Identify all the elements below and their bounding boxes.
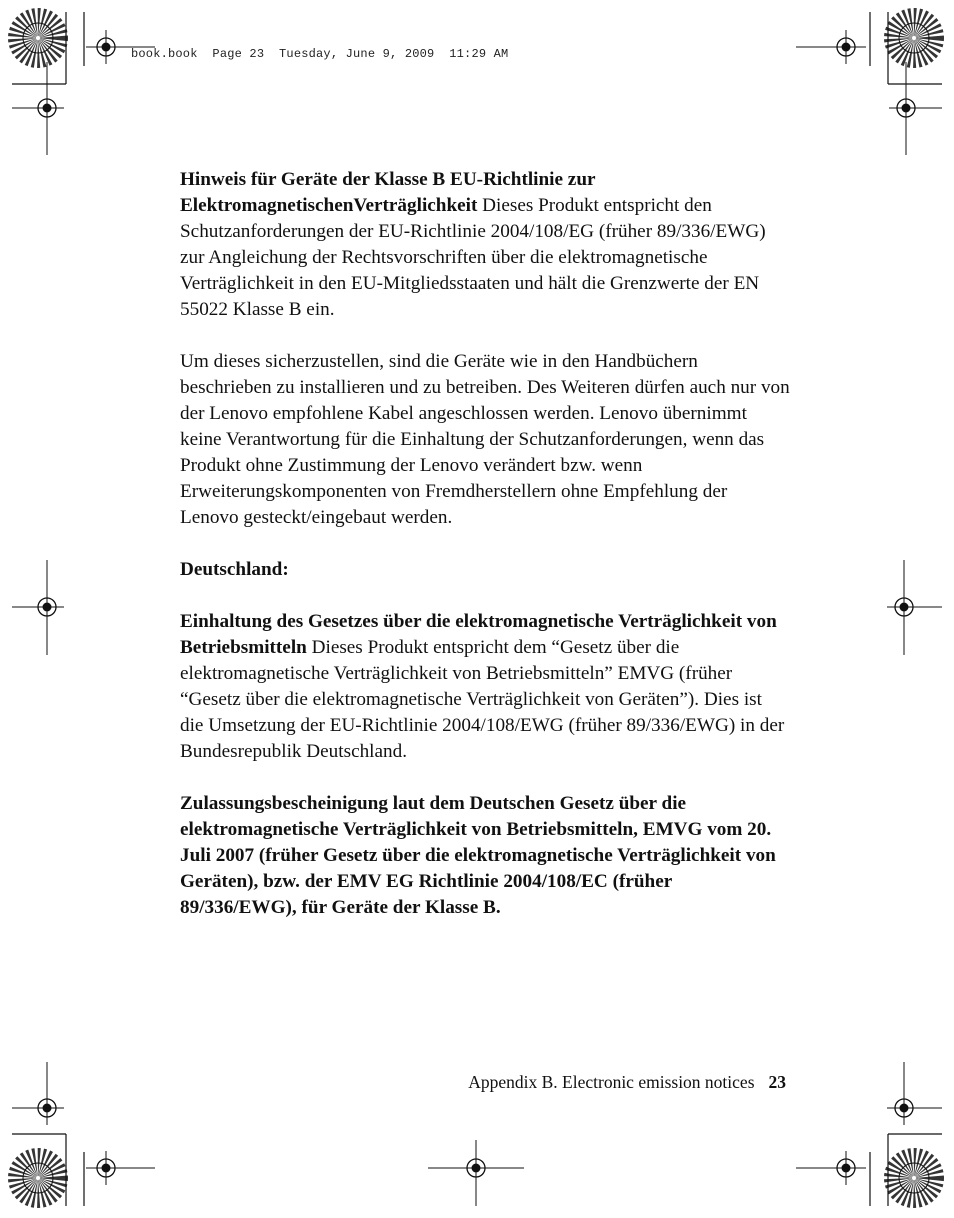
page-footer [380,1070,786,1094]
section-heading-germany [180,557,790,583]
paragraph-certificate [180,791,790,921]
paragraph-installation [180,349,790,531]
star-target-icon [23,23,53,53]
footer-section-title: Appendix B. Electronic emission notices [468,1072,755,1092]
paragraph-heading: Hinweis für Geräte der Klasse B EU-Richtlinie zur ElektromagnetischenVerträglichkeit [180,169,596,216]
star-target-icon [899,23,929,53]
star-target-icon [23,1163,53,1193]
print-info-header: book.book Page 23 Tuesday, June 9, 2009 11:29 AM [131,47,509,61]
paragraph-heading: Einhaltung des Gesetzes über die elektromagnetische Verträglichkeit von Betriebsmitteln [180,611,777,658]
page-body [180,167,790,947]
paragraph-text: Dieses Produkt entspricht dem “Gesetz über die elektromagnetische Verträglichkeit von Betriebsmitteln” EMVG (früher “Gesetz über die elektromagnetische Verträglichkeit von Geräten”). Dies ist die Umsetzung der EU-Richtlinie 2004/108/EWG (früher 89/336/EWG) in der Bundesrepublik Deutschland. [180,637,785,762]
paragraph-eu-directive [180,167,790,323]
paragraph-heading: Zulassungsbescheinigung laut dem Deutschen Gesetz über die elektromagnetische Verträglichkeit von Betriebsmitteln, EMVG vom 20. Juli 2007 (früher Gesetz über die elektromagnetische Verträglichkeit von Geräten), bzw. der EMV EG Richtlinie 2004/108/EC (früher 89/336/EWG), für Geräte der Klasse B. [180,793,776,918]
star-target-icon [899,1163,929,1193]
paragraph-text: Um dieses sicherzustellen, sind die Geräte wie in den Handbüchern beschrieben zu installieren und zu betreiben. Des Weiteren dürfen auch nur von der Lenovo empfohlene Kabel angeschlossen werden. Lenovo übernimmt keine Verantwortung für die Einhaltung der Schutzanforderungen, wenn das Produkt ohne Zustimmung der Lenovo verändert bzw. wenn Erweiterungskomponenten von Fremdherstellern ohne Empfehlung der Lenovo gesteckt/eingebaut werden. [180,351,790,528]
paragraph-heading: Deutschland: [180,559,289,580]
page-number: 23 [768,1072,786,1092]
paragraph-text: Dieses Produkt entspricht den Schutzanforderungen der EU-Richtlinie 2004/108/EG (früher 89/336/EWG) zur Angleichung der Rechtsvorschriften über die elektromagnetische Verträglichkeit in den EU-Mitgliedsstaaten und hält die Grenzwerte der EN 55022 Klasse B ein. [180,195,766,320]
paragraph-emvg [180,609,790,765]
